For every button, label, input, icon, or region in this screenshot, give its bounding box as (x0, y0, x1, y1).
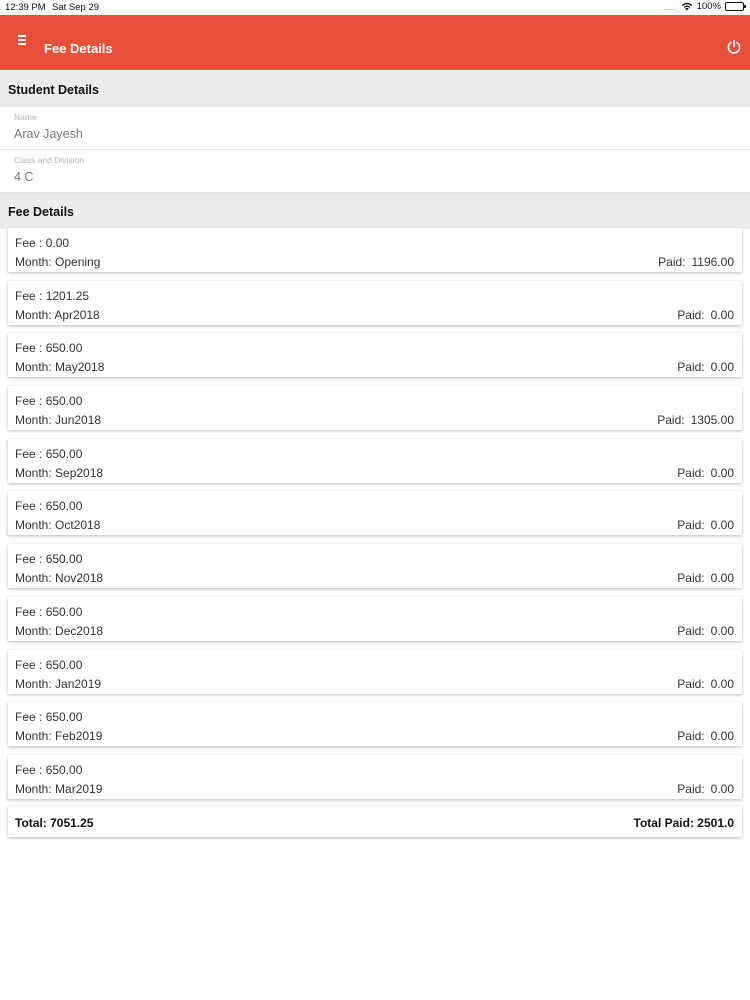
paid-amount: Paid: 0.00 (677, 781, 734, 796)
paid-amount: Paid: 0.00 (677, 623, 734, 638)
fee-month: Month: Jun2018 (15, 413, 102, 428)
paid-amount: Paid: 0.00 (677, 360, 734, 375)
status-date: Sat Sep 29 (52, 2, 100, 13)
fee-month: Month: Mar2019 (15, 781, 103, 796)
student-details-header: Student Details (0, 71, 750, 107)
paid-amount: Paid: 0.00 (677, 676, 734, 691)
fee-month: Month: Jan2019 (15, 676, 102, 691)
fee-card (8, 281, 742, 325)
fee-month: Month: Opening (15, 255, 101, 269)
fee-card (8, 386, 742, 430)
total-paid: Total Paid: 2501.0 (633, 816, 734, 830)
signal-icon: .... (664, 1, 677, 12)
fee-amount: Fee : 650.00 (15, 604, 83, 619)
fee-card (8, 544, 742, 588)
name-value: Arav Jayesh (14, 127, 83, 141)
fee-card (8, 702, 742, 746)
class-field (0, 150, 750, 193)
paid-amount: Paid: 0.00 (677, 571, 734, 586)
fee-month: Month: Dec2018 (15, 623, 104, 638)
paid-amount: Paid: 0.00 (677, 307, 734, 322)
status-right (665, 1, 744, 12)
total-fee: Total: 7051.25 (15, 816, 94, 830)
fee-amount: Fee : 650.00 (15, 552, 83, 567)
fee-month: Month: Nov2018 (15, 571, 104, 586)
fee-card (8, 650, 742, 694)
fee-amount: Fee : 650.00 (15, 341, 83, 356)
status-bar (0, 0, 750, 15)
fee-month: Month: May2018 (15, 360, 105, 375)
fee-month: Month: Feb2019 (15, 729, 103, 744)
fee-amount: Fee : 1201.25 (15, 288, 90, 303)
battery-percent: 100% (696, 1, 721, 12)
fee-amount: Fee : 650.00 (15, 710, 83, 725)
fee-amount: Fee : 650.00 (15, 657, 83, 672)
name-label: Name (14, 112, 37, 122)
fee-card (8, 597, 742, 641)
fee-list (8, 228, 742, 808)
paid-amount: Paid: 1196.00 (658, 255, 734, 269)
fee-amount: Fee : 650.00 (15, 394, 83, 409)
fee-amount: Fee : 650.00 (15, 499, 83, 514)
fee-card (8, 333, 742, 377)
fee-amount: Fee : 650.00 (15, 446, 83, 461)
class-value: 4 C (14, 170, 34, 184)
fee-card (8, 228, 742, 272)
fee-details-header: Fee Details (0, 193, 750, 229)
wifi-icon (681, 2, 693, 11)
menu-icon[interactable] (14, 33, 30, 51)
fee-month: Month: Apr2018 (15, 307, 100, 322)
fee-amount: Fee : 650.00 (15, 762, 83, 777)
paid-amount: Paid: 0.00 (677, 518, 734, 533)
fee-card (8, 755, 742, 799)
paid-amount: Paid: 1305.00 (657, 413, 734, 428)
paid-amount: Paid: 0.00 (677, 465, 734, 480)
class-label: Class and Division (14, 155, 84, 165)
paid-amount: Paid: 0.00 (677, 729, 734, 744)
fee-card (8, 491, 742, 535)
status-time: 12:39 PM (5, 2, 46, 13)
power-icon[interactable] (726, 39, 742, 55)
page-title: Fee Details (44, 41, 113, 56)
fee-month: Month: Sep2018 (15, 465, 104, 480)
fee-month: Month: Oct2018 (15, 518, 101, 533)
total-card (8, 806, 742, 837)
app-bar (0, 15, 750, 70)
fee-amount: Fee : 0.00 (15, 236, 70, 250)
fee-card (8, 439, 742, 483)
name-field (0, 107, 750, 150)
battery-icon (725, 2, 744, 11)
